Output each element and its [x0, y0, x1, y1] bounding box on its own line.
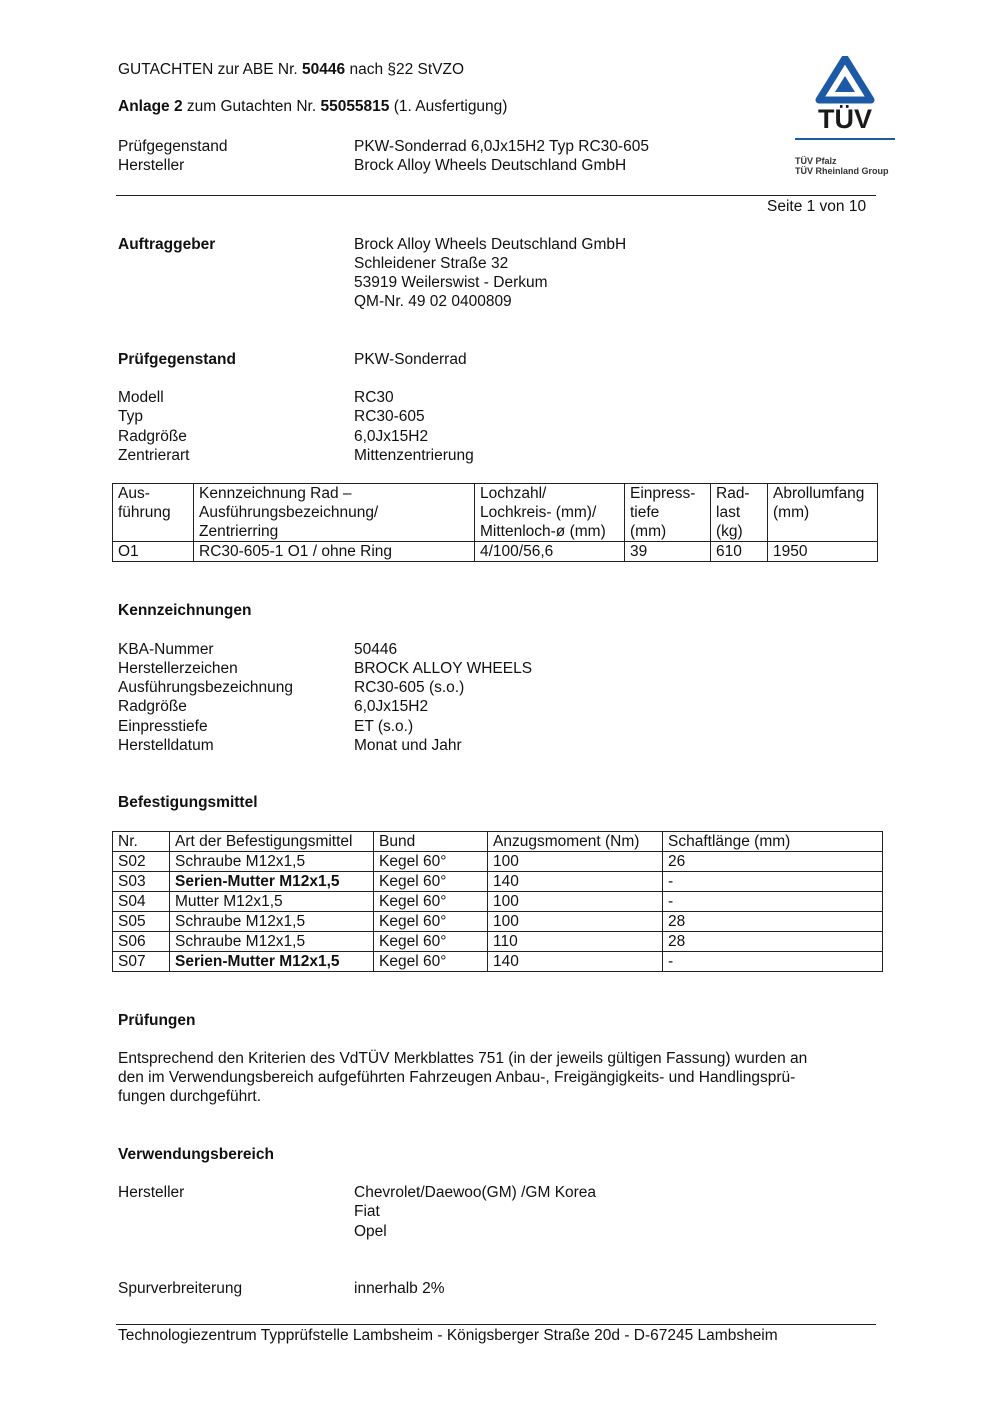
table-cell: - [663, 872, 883, 892]
ausfuehrung-table [112, 483, 878, 562]
spec-key: Typ [118, 408, 143, 425]
table-cell: 100 [488, 892, 663, 912]
verwendung-title: Verwendungsbereich [118, 1146, 274, 1163]
table-cell: Serien-Mutter M12x1,5 [170, 872, 374, 892]
table-cell: Kegel 60° [374, 952, 488, 972]
spec-value: Mittenzentrierung [354, 447, 474, 464]
page-number: Seite 1 von 10 [767, 198, 867, 215]
header-pruef-label: Prüfgegenstand [118, 138, 228, 155]
table-header-cell: Aus- führung [113, 484, 194, 542]
table-header-cell: Anzugsmoment (Nm) [488, 832, 663, 852]
kennzeichnungen-title: Kennzeichnungen [118, 602, 252, 619]
kennz-value: RC30-605 (s.o.) [354, 679, 465, 696]
pruefgegenstand-label: Prüfgegenstand [118, 351, 236, 368]
verwendung-hersteller-value: Opel [354, 1223, 387, 1240]
spec-value: RC30 [354, 389, 394, 406]
table-cell: 28 [663, 932, 883, 952]
kennz-key: Herstellerzeichen [118, 660, 238, 677]
footer-text: Technologiezentrum Typprüfstelle Lambsheim - Königsberger Straße 20d - D-67245 Lambsheim [118, 1327, 778, 1344]
table-cell: 140 [488, 872, 663, 892]
table-cell: 110 [488, 932, 663, 952]
auftraggeber-line: 53919 Weilerswist - Derkum [354, 274, 548, 291]
pruefungen-text-line: fungen durchgeführt. [118, 1088, 262, 1105]
table-cell: Mutter M12x1,5 [170, 892, 374, 912]
table-cell: Kegel 60° [374, 932, 488, 952]
kennz-key: Einpresstiefe [118, 718, 208, 735]
table-cell: S07 [113, 952, 170, 972]
auftraggeber-line: Schleidener Straße 32 [354, 255, 509, 272]
table-header-cell: Nr. [113, 832, 170, 852]
table-header-cell: Einpress- tiefe (mm) [625, 484, 711, 542]
table-cell: Schraube M12x1,5 [170, 932, 374, 952]
auftraggeber-label: Auftraggeber [118, 236, 216, 253]
spec-key: Modell [118, 389, 164, 406]
table-cell: Kegel 60° [374, 872, 488, 892]
table-cell: 610 [711, 542, 768, 562]
spec-value: RC30-605 [354, 408, 425, 425]
table-cell: 100 [488, 912, 663, 932]
header-pruef-value: PKW-Sonderrad 6,0Jx15H2 Typ RC30-605 [354, 138, 649, 155]
table-cell: 140 [488, 952, 663, 972]
table-cell: 1950 [768, 542, 878, 562]
table-cell: - [663, 892, 883, 912]
befestigung-table [112, 831, 883, 972]
table-row [113, 952, 883, 972]
tuv-triangle-icon [795, 56, 895, 106]
table-header-row [113, 832, 883, 852]
tuv-sub2: TÜV Rheinland Group [795, 166, 889, 176]
table-cell: Kegel 60° [374, 892, 488, 912]
table-cell: S06 [113, 932, 170, 952]
table-row [113, 892, 883, 912]
table-cell: Schraube M12x1,5 [170, 912, 374, 932]
auftraggeber-line: QM-Nr. 49 02 0400809 [354, 293, 512, 310]
table-cell: S03 [113, 872, 170, 892]
verwendung-hersteller-value: Fiat [354, 1203, 380, 1220]
pruefungen-title: Prüfungen [118, 1012, 196, 1029]
table-cell: S04 [113, 892, 170, 912]
spurverbreiterung-value: innerhalb 2% [354, 1280, 445, 1297]
pruefungen-text-line: den im Verwendungsbereich aufgeführten Fahrzeugen Anbau-, Freigängigkeits- und Handlingsprü- [118, 1069, 796, 1086]
table-cell: S05 [113, 912, 170, 932]
header-line-1: GUTACHTEN zur ABE Nr. 50446 nach §22 StVZO [118, 61, 465, 78]
tuv-logo-rule [795, 138, 895, 140]
tuv-brand: TÜV [818, 104, 872, 134]
header-hersteller-label: Hersteller [118, 157, 185, 174]
header-rule [116, 195, 876, 196]
kennz-value: Monat und Jahr [354, 737, 462, 754]
table-header-cell: Schaftlänge (mm) [663, 832, 883, 852]
kennz-value: 6,0Jx15H2 [354, 698, 429, 715]
befestigung-title: Befestigungsmittel [118, 794, 258, 811]
verwendung-hersteller-label: Hersteller [118, 1184, 185, 1201]
pruefgegenstand-value: PKW-Sonderrad [354, 351, 467, 368]
table-cell: Schraube M12x1,5 [170, 852, 374, 872]
table-row [113, 542, 878, 562]
table-cell: Kegel 60° [374, 912, 488, 932]
pruefungen-text-line: Entsprechend den Kriterien des VdTÜV Merkblattes 751 (in der jeweils gültigen Fassung) wurden an [118, 1050, 808, 1067]
header-hersteller-value: Brock Alloy Wheels Deutschland GmbH [354, 157, 627, 174]
tuv-logo [795, 56, 895, 178]
table-cell: 26 [663, 852, 883, 872]
header-line-2: Anlage 2 zum Gutachten Nr. 55055815 (1. Ausfertigung) [118, 98, 508, 115]
spurverbreiterung-label: Spurverbreiterung [118, 1280, 243, 1297]
spec-value: 6,0Jx15H2 [354, 428, 429, 445]
spec-key: Zentrierart [118, 447, 190, 464]
table-header-cell: Lochzahl/ Lochkreis- (mm)/ Mittenloch-ø (mm) [475, 484, 625, 542]
kennz-key: Herstelldatum [118, 737, 214, 754]
table-header-cell: Abrollumfang (mm) [768, 484, 878, 542]
table-header-cell: Kennzeichnung Rad – Ausführungsbezeichnung/ Zentrierring [194, 484, 475, 542]
kennz-key: Radgröße [118, 698, 187, 715]
kennz-value: ET (s.o.) [354, 718, 414, 735]
table-row [113, 912, 883, 932]
table-cell: 39 [625, 542, 711, 562]
table-row [113, 932, 883, 952]
table-header-cell: Art der Befestigungsmittel [170, 832, 374, 852]
table-header-cell: Rad- last (kg) [711, 484, 768, 542]
table-header-row [113, 484, 878, 542]
table-cell: 100 [488, 852, 663, 872]
kennz-value: 50446 [354, 641, 398, 658]
table-cell: O1 [113, 542, 194, 562]
table-cell: 4/100/56,6 [475, 542, 625, 562]
table-row [113, 852, 883, 872]
table-header-cell: Bund [374, 832, 488, 852]
table-cell: S02 [113, 852, 170, 872]
table-cell: Kegel 60° [374, 852, 488, 872]
footer-rule [116, 1324, 876, 1325]
spec-key: Radgröße [118, 428, 187, 445]
table-cell: Serien-Mutter M12x1,5 [170, 952, 374, 972]
kennz-key: KBA-Nummer [118, 641, 214, 658]
table-cell: 28 [663, 912, 883, 932]
auftraggeber-line: Brock Alloy Wheels Deutschland GmbH [354, 236, 627, 253]
kennz-key: Ausführungsbezeichnung [118, 679, 293, 696]
table-row [113, 872, 883, 892]
tuv-sub1: TÜV Pfalz [795, 156, 837, 166]
table-cell: RC30-605-1 O1 / ohne Ring [194, 542, 475, 562]
kennz-value: BROCK ALLOY WHEELS [354, 660, 533, 677]
verwendung-hersteller-value: Chevrolet/Daewoo(GM) /GM Korea [354, 1184, 597, 1201]
table-cell: - [663, 952, 883, 972]
